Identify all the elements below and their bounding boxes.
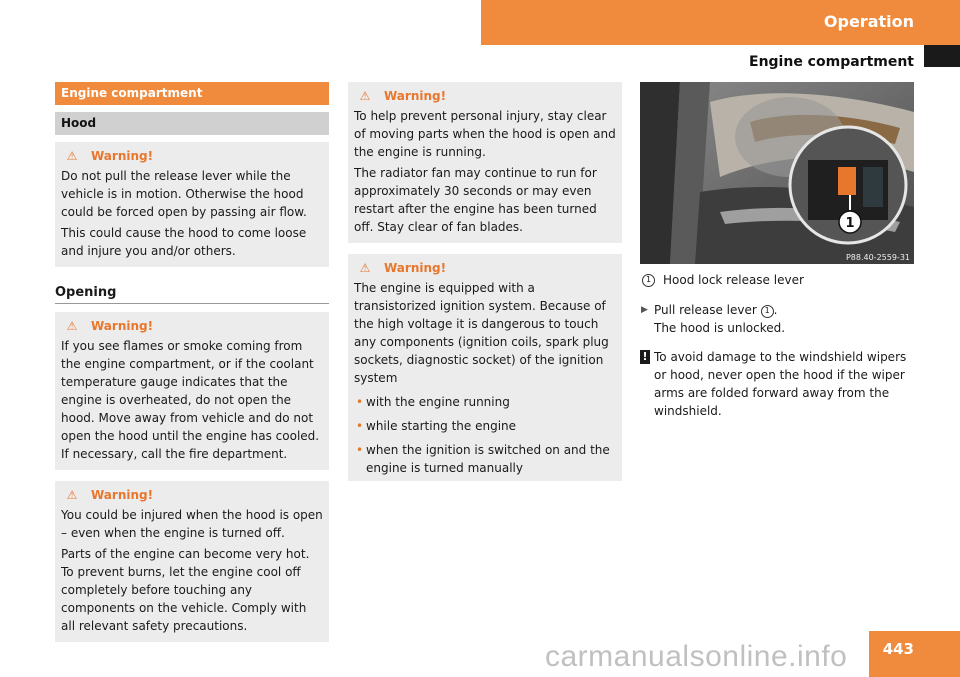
callout-icon: 1 bbox=[761, 305, 774, 318]
thumb-index-marker bbox=[924, 45, 960, 67]
warning-triangle-icon: ⚠ bbox=[359, 261, 371, 275]
warning-heading: ⚠ Warning! bbox=[354, 85, 616, 107]
warning-box-flames bbox=[55, 312, 329, 470]
section-tab-label: Operation bbox=[823, 12, 914, 31]
warning-heading: ⚠ Warning! bbox=[61, 484, 323, 506]
section-heading: Engine compartment bbox=[55, 82, 329, 105]
page-number: 443 bbox=[882, 640, 914, 658]
warning-triangle-icon: ⚠ bbox=[359, 89, 371, 103]
warning-triangle-icon: ⚠ bbox=[66, 488, 78, 502]
list-item: • with the engine running bbox=[354, 393, 616, 411]
column-right bbox=[640, 82, 916, 420]
page-number-tab bbox=[869, 631, 960, 677]
list-item: • while starting the engine bbox=[354, 417, 616, 435]
warning-text: Do not pull the release lever while the vehicle is in motion. Otherwise the hood could be forced open by passing air flow. bbox=[61, 169, 307, 219]
instruction-step bbox=[640, 301, 916, 337]
warning-text: If you see flames or smoke coming from the engine compartment, or if the coolant temperature gauge indicates that the engine is overheated, do not open the hood. Move away from vehicle and do not open the hood until the engine has cooled. If necessary, call the fire department. bbox=[61, 339, 320, 461]
watermark: carmanualsonline.info bbox=[545, 640, 848, 673]
page-title: Engine compartment bbox=[749, 54, 914, 70]
column-middle bbox=[348, 82, 622, 481]
warning-box-hot-parts bbox=[55, 481, 329, 642]
warning-triangle-icon: ⚠ bbox=[66, 149, 78, 163]
warning-box-release-lever bbox=[55, 142, 329, 267]
column-left bbox=[55, 82, 329, 642]
note-text: To avoid damage to the windshield wipers or hood, never open the hood if the wiper arms are folded forward away from the windshield. bbox=[654, 350, 907, 418]
callout-icon: 1 bbox=[642, 274, 655, 287]
caution-note bbox=[640, 348, 916, 420]
warning-text: To help prevent personal injury, stay clear of moving parts when the hood is open and the engine is running. bbox=[354, 109, 616, 159]
subsection-heading-hood: Hood bbox=[55, 112, 329, 135]
section-tab bbox=[481, 0, 960, 45]
warning-text: The engine is equipped with a transistorized ignition system. Because of the high voltage it is dangerous to touch any components (ignition coils, spark plug sockets, diagnostic socket) of the ignition system bbox=[354, 281, 609, 385]
warning-heading: ⚠ Warning! bbox=[354, 257, 616, 279]
legend-item bbox=[640, 273, 916, 287]
warning-text: Parts of the engine can become very hot. To prevent burns, let the engine cool off completely before touching any components on the vehicle. Comply with all relevant safety precautions. bbox=[61, 547, 310, 633]
warning-heading: ⚠ Warning! bbox=[61, 315, 323, 337]
warning-triangle-icon: ⚠ bbox=[66, 319, 78, 333]
step-text: Pull release lever bbox=[654, 303, 757, 317]
photo-code: P88.40-2559-31 bbox=[845, 253, 910, 262]
hood-release-illustration bbox=[640, 82, 914, 264]
callout-number: 1 bbox=[845, 216, 855, 231]
warning-text: The radiator fan may continue to run for approximately 30 seconds or may even restart after the engine has been turned off. Stay clear of fan blades. bbox=[354, 166, 597, 234]
arrow-right-icon: ▶ bbox=[641, 305, 648, 315]
warning-text: You could be injured when the hood is open – even when the engine is turned off. bbox=[61, 508, 323, 540]
list-item: • when the ignition is switched on and the engine is turned manually bbox=[354, 441, 616, 477]
exclamation-icon: ! bbox=[640, 350, 650, 364]
step-suffix: . bbox=[773, 303, 778, 317]
warning-bullet-list bbox=[354, 393, 616, 477]
step-result: The hood is unlocked. bbox=[654, 321, 786, 335]
warning-box-ignition bbox=[348, 254, 622, 481]
warning-text: This could cause the hood to come loose and injure you and/or others. bbox=[61, 226, 307, 258]
subheading-opening: Opening bbox=[55, 282, 329, 304]
warning-box-moving-parts bbox=[348, 82, 622, 243]
legend-text: Hood lock release lever bbox=[663, 273, 804, 287]
hood-release-photo bbox=[640, 82, 914, 264]
warning-heading: ⚠ Warning! bbox=[61, 145, 323, 167]
